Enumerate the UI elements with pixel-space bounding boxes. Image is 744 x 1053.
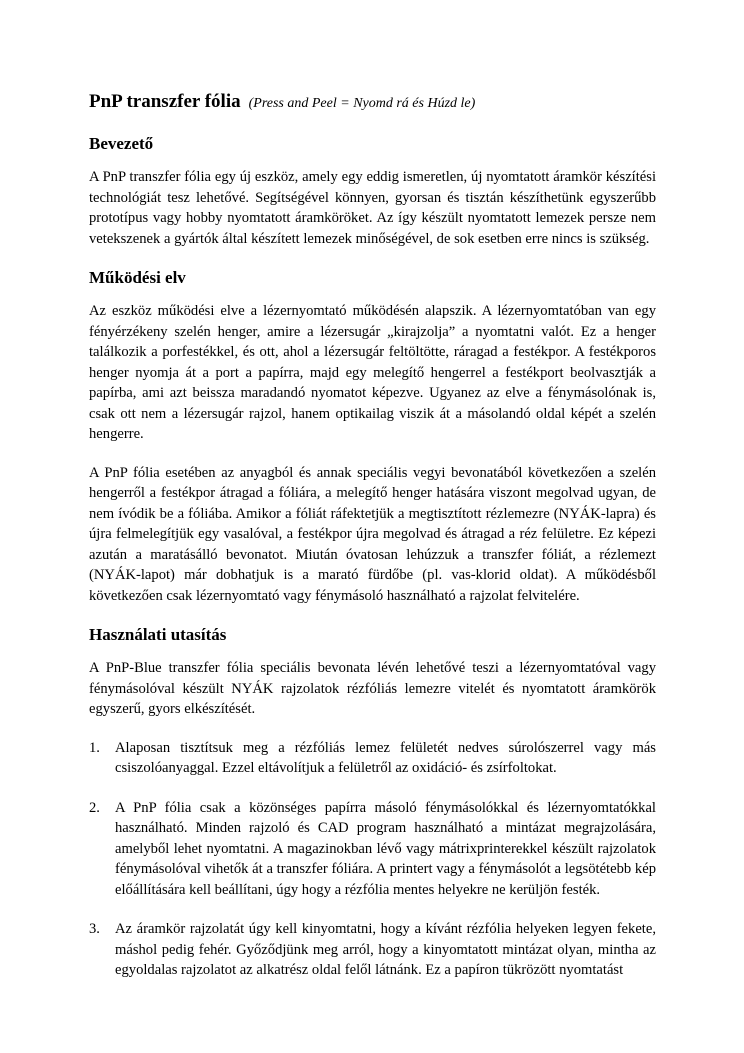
list-item [89,798,656,901]
paragraph: A PnP-Blue transzfer fólia speciális bevonata lévén lehetővé teszi a lézernyomtatóval vagy fénymásolóval készült NYÁK rajzolatok rézfóliás lemezre vitelét és nyomtatott áramkörök egyszerű, gyors elkészítését. [89,660,656,717]
title-line [89,89,656,117]
list-item-number: 2. [89,799,100,816]
paragraph: A PnP transzfer fólia egy új eszköz, amely egy eddig ismeretlen, új nyomtatott áramkör készítési technológiát tesz lehetővé. Segítségével könnyen, gyorsan és tisztán készíthetünk egyszerűbb prototípus vagy hobby nyomtatott áramköröket. Az így készült nyomtatott lemezek persze nem vetekszenek a gyártók által készített lemezek minőségével, de sok esetben erre nincs is szükség. [89,169,656,247]
list-item-text: A PnP fólia csak a közönséges papírra másoló fénymásolókkal és lézernyomtatókkal használható. Minden rajzoló és CAD program használható a mintázat megrajzolására, amelyből lehet nyomtatni. A magazinokban lévő vagy mátrixprinterekkel készült rajzolatok fénymásolóval vihetők át a transzfer fóliára. A printert vagy a fénymásolót a legsötétebb kép előállítására kell beállítani, úgy hogy a rézfólia mentes helyekre ne kerüljön festék. [115,799,656,898]
document-page [89,89,656,1000]
section-heading-hasznalati-utasitas: Használati utasítás [89,625,227,644]
list-item-number: 3. [89,921,100,937]
section-heading-mukodesi-elv: Működési elv [89,268,186,287]
list-item-number: 1. [89,739,100,756]
list-item [89,919,656,981]
document-subtitle: (Press and Peel = Nyomd rá és Húzd le) [248,96,476,111]
document-title: PnP transzfer fólia [89,91,241,112]
list-item-text: Az áramkör rajzolatát úgy kell kinyomtatni, hogy a kívánt rézfólia helyeken legyen fekete, máshol pedig fehér. Győződjünk meg arról, hogy a kinyomtatott mintázat olyan, mintha az egyoldalas rajzolatot az alkatrész oldal felől látnánk. Ez a papíron tükrözött nyomtatást [115,921,656,978]
list-item [89,738,656,779]
paragraph: A PnP fólia esetében az anyagból és annak speciális vegyi bevonatából következően a szelén hengerről a festékpor átragad a fóliára, a melegítő henger hatására viszont megolvad ugyan, de nem ívódik be a fóliába. Amikor a fóliát ráfektetjük a megtisztított rézlemezre (NYÁK-lapra) és újra felmelegítjük egy vasalóval, a festékpor újra megolvad és átragad a réz felületre. Ez képezi azután a maratásálló bevonatot. Miután óvatosan lehúzzuk a transzfer fóliát, a rézlemezt (NYÁK-lapot) már dobhatjuk is a marató fürdőbe (pl. vas-klorid oldat). A működésből következően csak lézernyomtató vagy fénymásoló használható a rajzolat felvitelére. [89,464,656,604]
list-item-text: Alaposan tisztítsuk meg a rézfóliás lemez felületét nedves súrolószerrel vagy más csiszolóanyaggal. Ezzel eltávolítjuk a felületről az oxidáció- és zsírfoltokat. [115,739,656,776]
instruction-list [89,738,656,981]
paragraph: Az eszköz működési elve a lézernyomtató működésén alapszik. A lézernyomtatóban van egy fényérzékeny szelén henger, amire a lézersugár „kirajzolja” a nyomtatni valót. Ez a henger találkozik a porfestékkel, és ott, ahol a lézersugár feltöltötte, ráragad a festékpor. A festékporos henger nyomja át a port a papírra, majd egy melegítő hengerrel a festékport beolvasztják a papírba, ami azt beissza maradandó nyomatot képezve. Ugyanez az elve a fénymásolónak is, csak ott nem a lézersugár rajzol, hanem optikailag viszik át a másolandó oldal képét a szelén hengerre. [89,303,656,442]
section-heading-bevezeto: Bevezető [89,134,154,153]
